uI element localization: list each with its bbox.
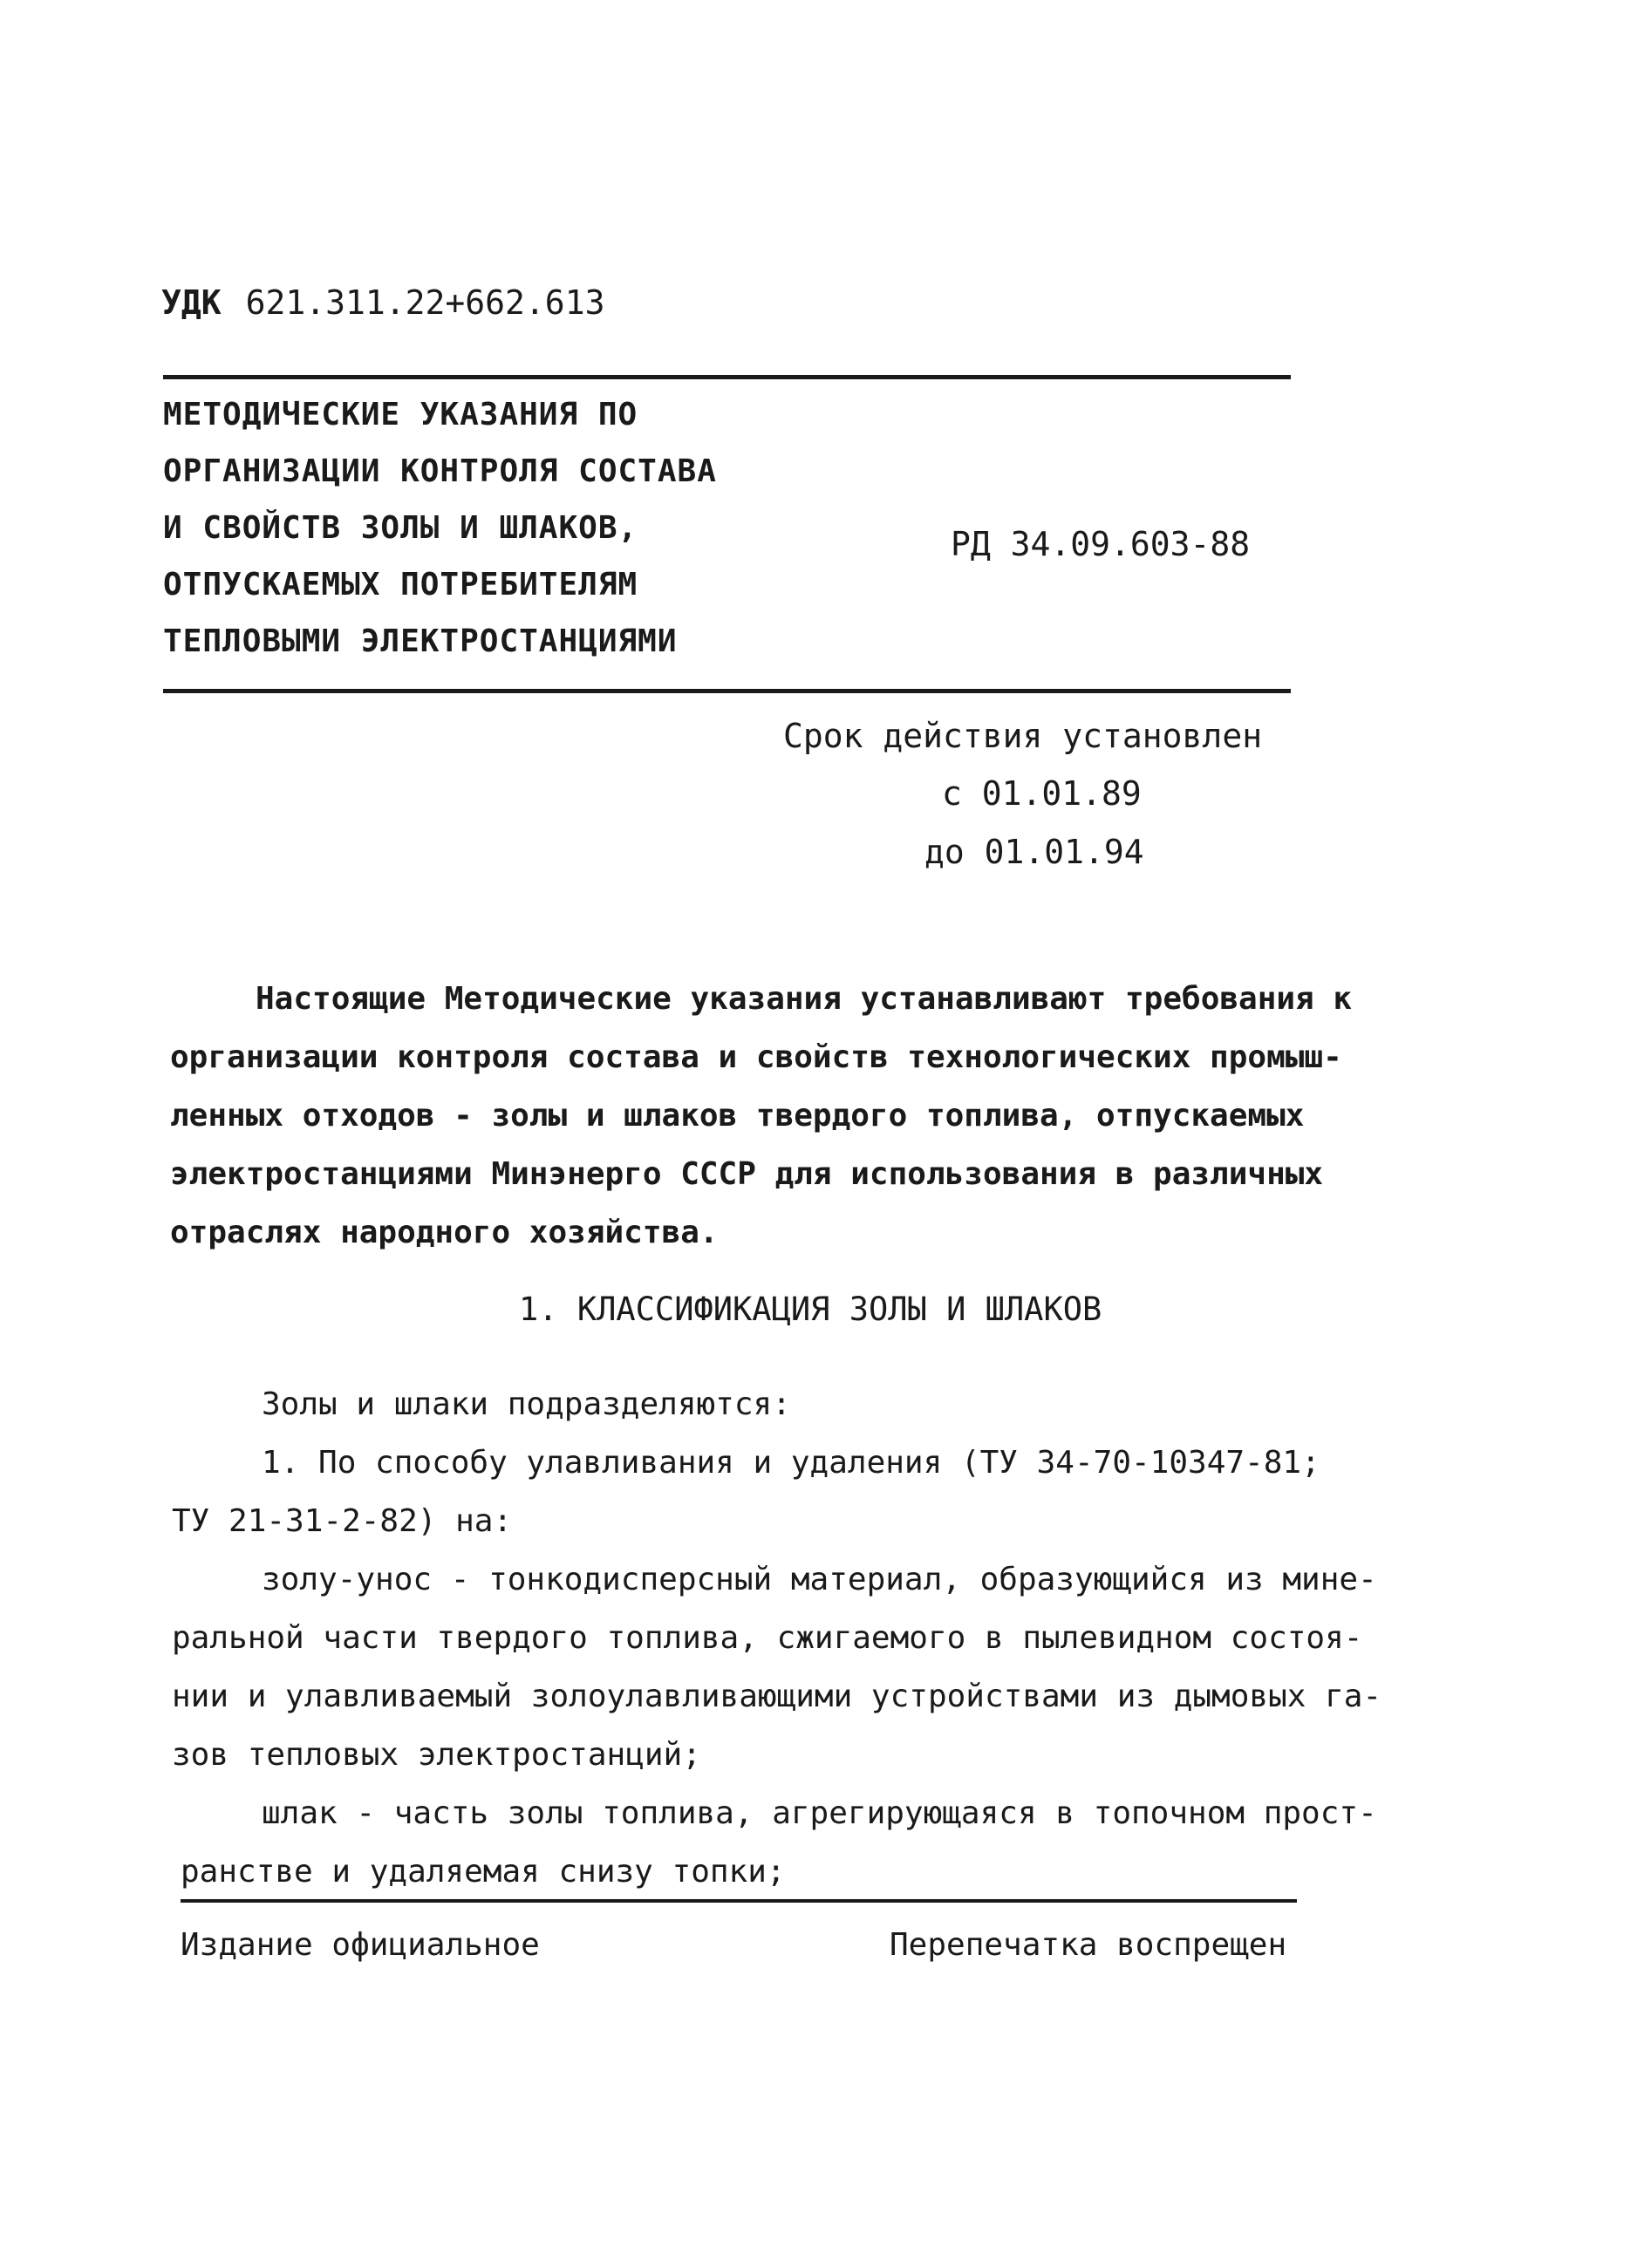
title-line-2: ОРГАНИЗАЦИИ КОНТРОЛЯ СОСТАВА bbox=[163, 453, 717, 489]
body-line-8: шлак - часть золы топлива, агрегирующаяся в топочном прост- bbox=[262, 1795, 1377, 1831]
document-code: РД 34.09.603-88 bbox=[951, 525, 1251, 563]
body-line-2: 1. По способу улавливания и удаления (ТУ 34-70-10347-81; bbox=[262, 1445, 1320, 1481]
validity-label: Срок действия установлен bbox=[783, 717, 1263, 755]
body-line-6: нии и улавливаемый золоулавливающими устройствами из дымовых га- bbox=[172, 1679, 1382, 1714]
title-line-1: МЕТОДИЧЕСКИЕ УКАЗАНИЯ ПО bbox=[163, 397, 638, 432]
body-line-3: ТУ 21-31-2-82) на: bbox=[172, 1503, 513, 1539]
title-line-5: ТЕПЛОВЫМИ ЭЛЕКТРОСТАНЦИЯМИ bbox=[163, 623, 678, 659]
intro-line-4: электростанциями Минэнерго СССР для использования в различных bbox=[170, 1156, 1324, 1192]
intro-line-5: отраслях народного хозяйства. bbox=[170, 1215, 719, 1250]
intro-line-2: организации контроля состава и свойств технологических промыш- bbox=[170, 1039, 1342, 1075]
intro-line-3: ленных отходов - золы и шлаков твердого топлива, отпускаемых bbox=[170, 1098, 1305, 1134]
udk-code: 621.311.22+662.613 bbox=[245, 283, 605, 322]
body-line-1: Золы и шлаки подразделяются: bbox=[262, 1386, 791, 1422]
title-line-3: И СВОЙСТВ ЗОЛЫ И ШЛАКОВ, bbox=[163, 510, 638, 546]
title-line-4: ОТПУСКАЕМЫХ ПОТРЕБИТЕЛЯМ bbox=[163, 567, 638, 603]
body-line-7: зов тепловых электростанций; bbox=[172, 1737, 701, 1773]
title-bottom-rule bbox=[163, 689, 1291, 693]
body-line-4: золу-унос - тонкодисперсный материал, образующийся из мине- bbox=[262, 1562, 1377, 1597]
validity-to: до 01.01.94 bbox=[924, 833, 1144, 871]
footer-rule bbox=[181, 1899, 1297, 1903]
udk-line bbox=[161, 283, 604, 322]
validity-from: с 01.01.89 bbox=[942, 774, 1142, 813]
body-line-5: ральной части твердого топлива, сжигаемого в пылевидном состоя- bbox=[172, 1620, 1363, 1656]
body-line-9: ранстве и удаляемая снизу топки; bbox=[181, 1854, 786, 1890]
intro-line-1: Настоящие Методические указания устанавливают требования к bbox=[256, 981, 1353, 1017]
section-heading: 1. КЛАССИФИКАЦИЯ ЗОЛЫ И ШЛАКОВ bbox=[519, 1291, 1102, 1328]
footer-left: Издание официальное bbox=[181, 1927, 540, 1963]
udk-label: УДК bbox=[161, 283, 222, 322]
top-rule bbox=[163, 375, 1291, 379]
footer-right: Перепечатка воспрещен bbox=[890, 1927, 1287, 1963]
